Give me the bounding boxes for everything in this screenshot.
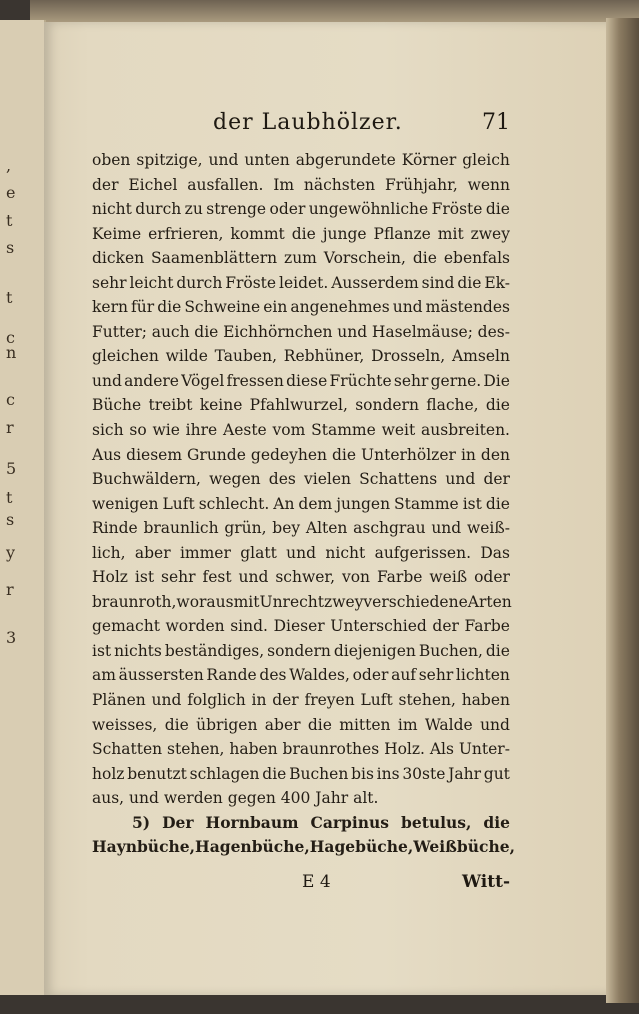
text-line: braunroth, woraus mit Unrecht zwey verschiedene Arten <box>92 592 512 611</box>
left-page-fragment: t <box>6 488 13 507</box>
running-title: der Laubhölzer. <box>213 110 403 135</box>
left-page-fragment: t <box>6 211 13 230</box>
text-line: am äussersten Rande des Waldes, oder auf sehr lichten <box>92 666 510 685</box>
text-line: Buchwäldern, wegen des vielen Schattens und der <box>92 470 510 489</box>
text-line: Büche treibt keine Pfahlwurzel, sondern flache, die <box>92 396 510 415</box>
text-line: kern für die Schweine ein angenehmes und mästendes <box>92 298 510 317</box>
text-line: Futter; auch die Eichhörnchen und Haselmäuse; des- <box>92 322 510 341</box>
page-header <box>165 110 510 140</box>
text-line: Aus diesem Grunde gedeyhen die Unterhölzer in den <box>92 445 510 464</box>
text-line: der Eichel ausfallen. Im nächsten Frühjahr, wenn <box>92 175 510 194</box>
book-top-edge <box>30 0 639 22</box>
left-page-fragment: s <box>6 510 15 529</box>
left-page-fragment: y <box>6 543 16 562</box>
text-line: 5) Der Hornbaum Carpinus betulus, die <box>132 812 510 832</box>
left-page-fragment: s <box>6 238 15 257</box>
text-line: lich, aber immer glatt und nicht aufgerissen. Das <box>92 543 510 562</box>
text-line: wenigen Luft schlecht. An dem jungen Stamme ist die <box>92 494 510 513</box>
text-line: weisses, die übrigen aber die mitten im Walde und <box>92 715 510 734</box>
left-page-margin <box>0 20 46 995</box>
page-number: 71 <box>482 110 510 135</box>
text-line: dicken Saamenblättern zum Vorschein, die ebenfals <box>92 249 510 268</box>
text-line: und andere Vögel fressen diese Früchte sehr gerne. Die <box>92 371 510 390</box>
text-line: sehr leicht durch Fröste leidet. Ausserdem sind die Ek- <box>92 273 510 292</box>
body-text <box>92 148 515 860</box>
left-page-fragment: c <box>6 390 15 409</box>
text-line: Schatten stehen, haben braunrothes Holz. Als Unter- <box>92 740 510 759</box>
text-line: gleichen wilde Tauben, Rebhüner, Drosseln, Amseln <box>92 347 510 366</box>
left-page-fragment: c <box>6 328 15 347</box>
text-line: Plänen und folglich in der freyen Luft stehen, haben <box>92 691 510 710</box>
left-page-fragment: n <box>6 343 17 362</box>
text-line: Haynbüche, Hagenbüche, Hagebüche, Weißbüche, <box>92 837 515 857</box>
text-line: ist nichts beständiges, sondern diejenigen Buchen, die <box>92 641 510 660</box>
text-line: Rinde braunlich grün, bey Alten aschgrau und weiß- <box>92 519 510 538</box>
left-page-fragment: r <box>6 418 14 437</box>
left-page-fragment: e <box>6 183 16 202</box>
text-line: sich so wie ihre Aeste vom Stamme weit ausbreiten. <box>92 421 510 440</box>
left-page-fragment: t <box>6 288 13 307</box>
page-footer <box>92 872 510 898</box>
catchword: Witt- <box>461 872 510 892</box>
text-line: nicht durch zu strenge oder ungewöhnliche Fröste die <box>92 200 510 219</box>
text-line: oben spitzige, und unten abgerundete Körner gleich <box>92 151 510 169</box>
left-page-fragment: , <box>6 156 12 175</box>
text-line: Keime erfrieren, kommt die junge Pflanze mit zwey <box>92 224 510 243</box>
left-page-fragment: 5 <box>6 459 17 478</box>
text-line: aus, und werden gegen 400 Jahr alt. <box>92 789 379 808</box>
signature-mark: E 4 <box>302 872 331 892</box>
page-edge <box>606 18 639 1003</box>
text-line: Holz ist sehr fest und schwer, von Farbe weiß oder <box>92 568 510 587</box>
left-page-fragment: r <box>6 580 14 599</box>
left-page-fragment: 3 <box>6 628 17 647</box>
text-line: holz benutzt schlagen die Buchen bis ins 30ste Jahr gut <box>92 764 510 783</box>
text-line: gemacht worden sind. Dieser Unterschied der Farbe <box>92 617 510 636</box>
